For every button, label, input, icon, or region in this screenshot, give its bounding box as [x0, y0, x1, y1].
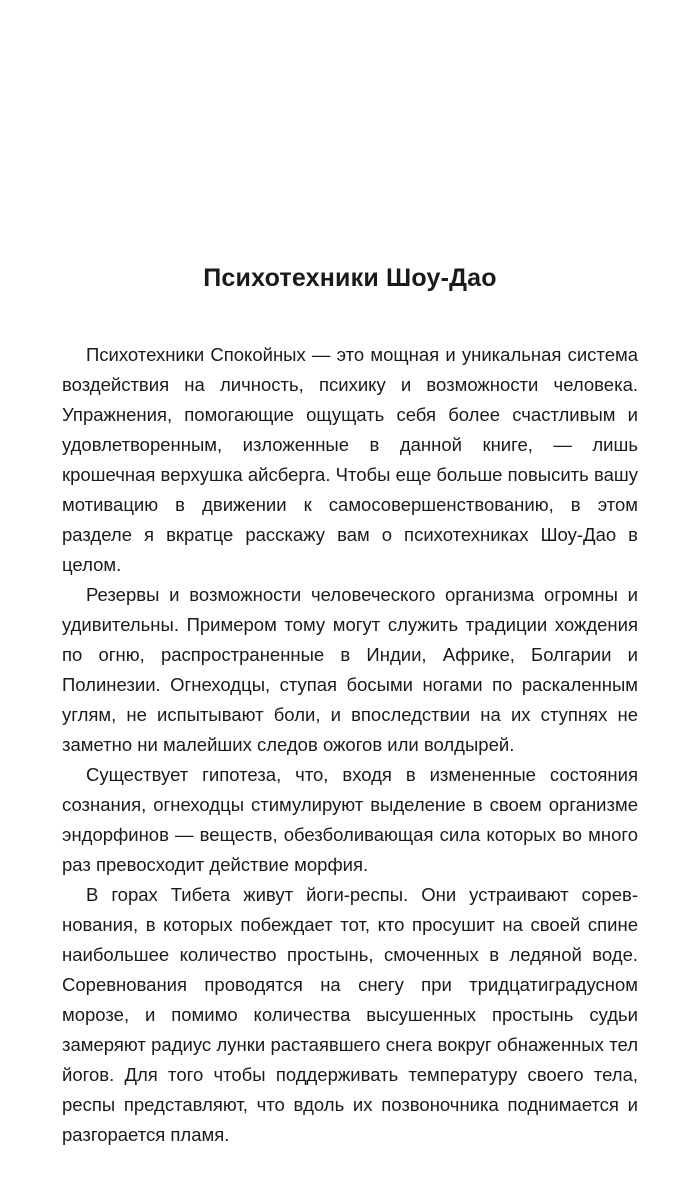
paragraph-1: Психотехники Спокойных — это мощная и уникальная система воздействия на личность, психику и возможности человека. Упражнения, помогающие ощущать себя более счастливым и удовлетворенным, изложенные в данной книге, — лишь крошечная верхушка айсберга. Чтобы еще больше повысить вашу мотивацию в движении к самосовершенствованию, в этом разделе я вкратце расскажу вам о психотехниках Шоу-Дао в целом. [62, 344, 638, 575]
body-text [62, 340, 638, 1150]
chapter-title: Психотехники Шоу-Дао [203, 264, 497, 292]
paragraph-3: Существует гипотеза, что, входя в измененные состояния сознания, огнеходцы стимулируют выделение в своем организме эндорфинов — веществ, обезболивающая сила которых во много раз превосходит действие морфия. [62, 764, 638, 875]
paragraph-4: В горах Тибета живут йоги-респы. Они устраивают соревнования, в которых побеждает тот, кто просушит на своей спине наибольшее количество простынь, смоченных в ледяной воде. Соревнования проводятся на снегу при тридцатиградусном морозе, и помимо количества высушенных простынь судьи замеряют радиус лунки растаявшего снега вокруг обнаженных тел йогов. Для того чтобы поддерживать температуру своего тела, респы представляют, что вдоль их позвоночника поднимается и разгорается пламя. [62, 884, 638, 1145]
paragraph-2: Резервы и возможности человеческого организма огромны и удивительны. Примером тому могут служить традиции хождения по огню, распространенные в Индии, Африке, Болгарии и Полинезии. Огнеходцы, ступая босыми ногами по раскаленным углям, не испытывают боли, и впоследствии на их ступнях не заметно ни малейших следов ожогов или волдырей. [62, 584, 638, 755]
